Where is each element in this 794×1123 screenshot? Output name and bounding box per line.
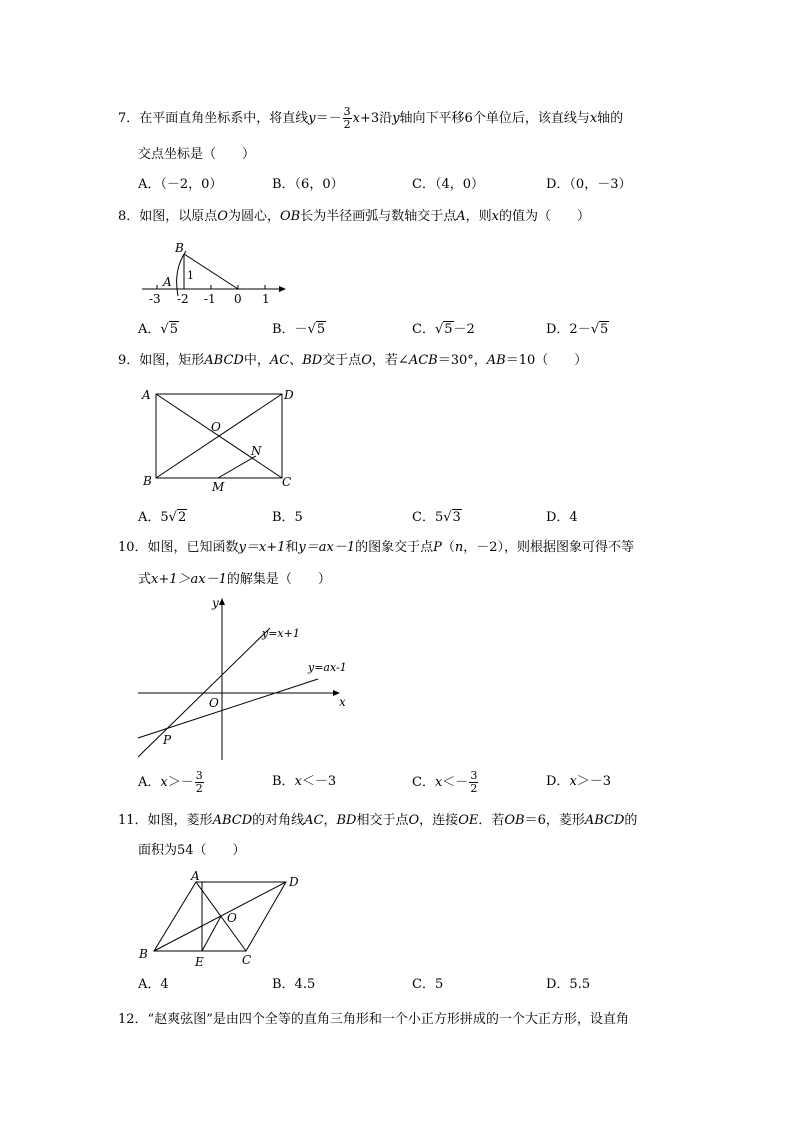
- q11-option-a: A．4: [138, 977, 169, 992]
- q10-label-y: y: [212, 596, 219, 610]
- q11-label-e: E: [195, 955, 204, 969]
- point-label-a: A: [163, 275, 172, 289]
- tick-label: -3: [149, 292, 161, 306]
- q9-label-c: C: [282, 475, 292, 489]
- side-label-1: 1: [187, 269, 194, 282]
- q11-label-d: D: [289, 875, 299, 889]
- q10-option-b: B．x＜－3: [272, 774, 337, 789]
- tick-label: 0: [234, 292, 242, 306]
- q9-label-n: N: [251, 444, 262, 458]
- q11-label-c: C: [242, 953, 252, 967]
- q8-option-a: A．√5: [138, 322, 178, 337]
- q7-option-b: B．（6，0）: [272, 177, 344, 192]
- tick-label: -2: [177, 292, 189, 306]
- q10-line-y-ax-minus-1: [138, 679, 318, 738]
- q10-option-a: A．x＞－ $\frac{3}{2}$: [138, 769, 203, 795]
- q11-option-d: D．5.5: [546, 977, 591, 992]
- q7-line1: 7．在平面直角坐标系中，将直线y＝－ $\frac{3}{2}$ x+3沿y轴向下平移6个单位后，该直线与x轴的: [118, 105, 624, 131]
- q9-label-b: B: [143, 474, 152, 488]
- q8-option-b: B．－√5: [272, 322, 326, 337]
- tick-label: -1: [204, 292, 216, 306]
- q11-option-b: B．4.5: [272, 977, 316, 992]
- q9-option-d: D．4: [546, 510, 578, 525]
- q11-line2: 面积为54（ ）: [138, 843, 246, 858]
- q10-line1: 10．如图，已知函数y＝x+1和y＝ax－1的图象交于点P（n，－2），则根据图象可得不等: [118, 540, 635, 555]
- q9-label-a: A: [142, 388, 151, 402]
- q8-option-c: C．√5－2: [412, 322, 475, 337]
- q9-option-a: A．5√2: [138, 510, 187, 525]
- tick-label: 1: [262, 292, 270, 306]
- fraction-3-2: $\frac{3}{2}$: [343, 105, 351, 131]
- q10-line2: 式x+1＞ax－1的解集是（ ）: [138, 572, 331, 587]
- q10-label-line1: y=x+1: [262, 627, 300, 640]
- q7-option-c: C．（4，0）: [412, 177, 484, 192]
- q9-label-d: D: [284, 388, 294, 402]
- q9-line1: 9．如图，矩形ABCD中，AC、BD交于点O，若∠ACB＝30°，AB＝10（ ）: [118, 353, 588, 368]
- q8-line1: 8．如图，以原点O为圆心，OB长为半径画弧与数轴交于点A，则x的值为（ ）: [118, 209, 590, 224]
- q10-label-line2: y=ax-1: [308, 661, 347, 674]
- q10-label-x: x: [339, 695, 346, 709]
- point-label-b: B: [175, 241, 184, 255]
- q10-y-axis-arrow: [219, 598, 225, 605]
- q11-label-a: A: [191, 869, 200, 883]
- q10-label-p: P: [163, 733, 172, 747]
- q9-option-c: C．5√3: [412, 510, 461, 525]
- q9-option-b: B．5: [272, 510, 303, 525]
- q9-segment-mn: [218, 456, 256, 478]
- q8-option-d: D．2－√5: [546, 322, 609, 337]
- q10-option-c: C．x＜－ $\frac{3}{2}$: [412, 769, 478, 795]
- q7-line2: 交点坐标是（ ）: [138, 147, 256, 162]
- q10-option-d: D．x＞－3: [546, 774, 612, 789]
- axis-arrow: [279, 286, 286, 292]
- q11-option-c: C．5: [412, 977, 444, 992]
- q10-label-o: O: [209, 696, 219, 710]
- q9-label-m: M: [212, 480, 225, 494]
- q7-option-d: D．（0，－3）: [546, 177, 632, 192]
- q11-label-b: B: [139, 947, 148, 961]
- q11-line1: 11．如图，菱形ABCD的对角线AC，BD相交于点O，连接OE．若OB＝6，菱形ABCD的: [118, 813, 638, 828]
- q11-label-o: O: [227, 911, 237, 925]
- q9-label-o: O: [211, 420, 221, 434]
- q7-option-a: A．（－2，0）: [138, 177, 223, 192]
- q12-line1: 12．“赵爽弦图”是由四个全等的直角三角形和一个小正方形拼成的一个大正方形，设直角: [118, 1012, 629, 1027]
